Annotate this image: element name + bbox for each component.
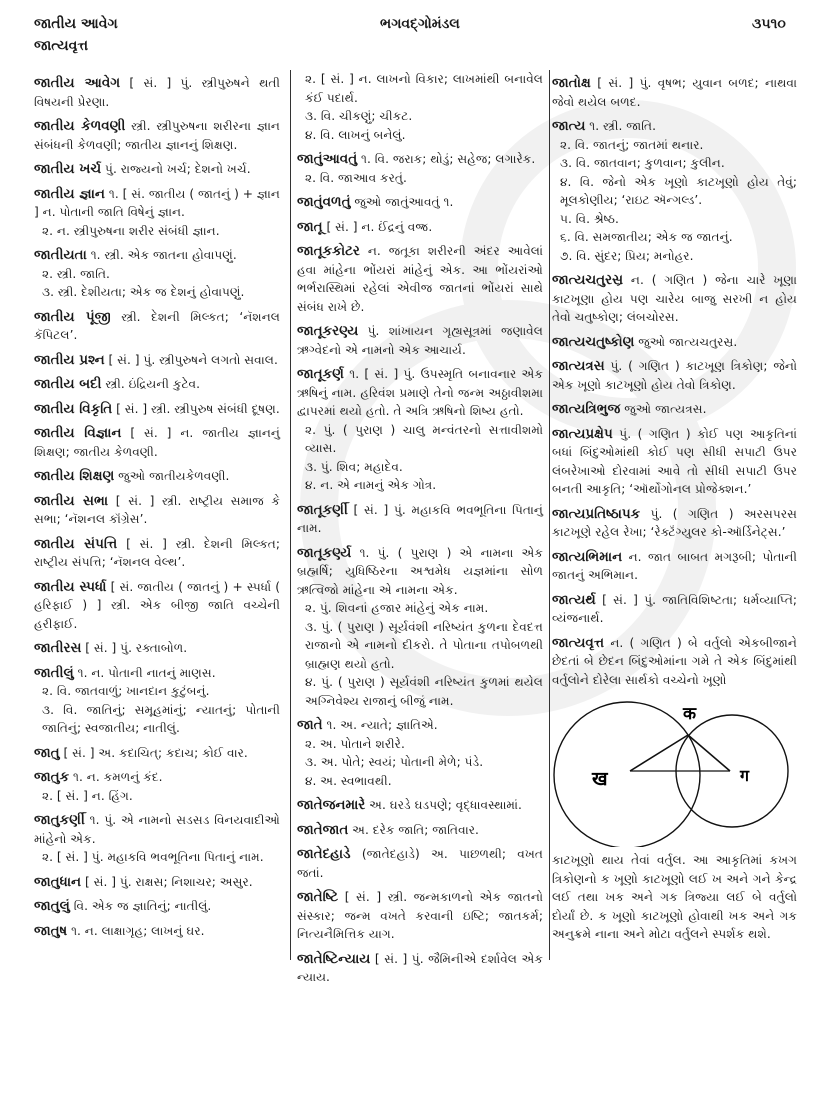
column-1 [34, 74, 280, 946]
definition-text: જુઓ જાતુંઆવતું ૧. [354, 195, 454, 209]
definition-text: જુઓ જાત્યચતુરસ્ર. [638, 334, 738, 349]
sense-line: ૫. વિ. શ્રેષ્ઠ. [560, 211, 619, 226]
dictionary-entry [297, 888, 543, 944]
column-2 [290, 70, 550, 984]
entry-definition-line [297, 821, 543, 840]
dictionary-entry [34, 74, 280, 111]
dictionary-entry [297, 716, 543, 790]
headword: જાતૂ [297, 218, 323, 235]
headword: જાતીય સ્પર્ધા [34, 578, 107, 595]
dictionary-entry [297, 796, 543, 815]
definition-text: પું. રાજ્યનો ખર્ચ; દેશનો ખર્ચ. [105, 162, 251, 176]
dictionary-entry [34, 744, 280, 763]
entries [552, 74, 797, 689]
headword: જાતીય વિજ્ઞાન [34, 425, 122, 441]
dictionary-entry [297, 193, 543, 212]
dictionary-entry [297, 950, 543, 987]
headword: જાતીય પૂંજી [34, 308, 111, 325]
dictionary-entry [34, 922, 280, 941]
entry-definition-line [34, 811, 280, 848]
entry-definition-line [297, 218, 543, 237]
definition-text: જુઓ જાત્યત્રસ. [624, 402, 707, 416]
definition-text: પું. ( ગણિત ) અરસપરસ કાટખૂણે રહેલ રેખા; ‘રેક્ટૅંગ્યુલર કો-ઑર્ડિનેટ્સ.’ [552, 506, 797, 539]
intersecting-circles-figure [552, 695, 797, 847]
entry-definition-line [552, 400, 797, 419]
dictionary-entry [552, 400, 797, 419]
dictionary-entry [34, 768, 280, 805]
sense-line: ૪. ન. એ નામનું એક ગોત્ર. [305, 478, 437, 492]
sense-line: ૨. વિ. જાતવાળું; ખાનદાન કુટુંબનું. [42, 684, 210, 698]
entry-definition-line [34, 160, 280, 179]
page-title: ભગવદ્ગોમંડલ [380, 16, 460, 32]
entry-definition-line [34, 185, 280, 222]
sense-line: ૪. વિ. જેનો એક ખૂણો કાટખૂણો હોય તેવું; મૂલકોણીય; ‘રાઇટ ઍન્ગલ્ડ’. [560, 174, 797, 207]
definition-text: ૧. ન. પોતાની નાતનું માણસ. [77, 665, 216, 680]
headword: જાતેષ્ટિ [297, 889, 339, 905]
dictionary-entry [552, 548, 797, 585]
headword: જાત્યપ્રતિષ્ઠાપક [552, 505, 641, 522]
definition-text: [ સં. ] ન. જાતીય જ્ઞાનનું શિક્ષણ; જાતીય કેળવણી. [34, 426, 280, 459]
definition-text: ૧. ન. કમળનું કંદ. [73, 770, 163, 784]
dictionary-entry [552, 425, 797, 499]
dictionary-entry [297, 218, 543, 237]
definition-text: [ સં. ] પું. વૃષભ; યુવાન બળદ; નાથવા જેવો થયેલ બળદ. [552, 76, 798, 109]
headword: જાત્યભિમાન [552, 548, 623, 565]
dictionary-entry [552, 271, 797, 327]
sense-line: ૨. ન. સ્ત્રીપુરુષના શરીર સંબંધી જ્ઞાન. [42, 223, 220, 238]
definition-text: વિ. એક જ જ્ઞાતિનું; નાતીલું. [73, 899, 212, 913]
definition-text: [ સં. ] સ્ત્રી. જન્મકાળનો એક જાતનો સંસ્કાર; જન્મ વખતે કરવાની ઇષ્ટિ; જાતકર્મ; નિત્યનૈમિત્તિક યાગ. [297, 890, 543, 941]
definition-text: સ્ત્રી. દેશની મિલ્કત; ‘નૅશનલ કૅપિટલ’. [34, 309, 280, 342]
headword: જાતીય આવેગ [34, 75, 121, 91]
definition-text: ન. ( ગણિત ) જેના ચારે ખૂણા કાટખૂણા હોય પણ ચારેય બાજુ સરખી ન હોય તેવો ચતુષ્કોણ; લંબચોરસ. [552, 273, 797, 324]
dictionary-entry [297, 544, 543, 711]
definition-text: ૧. [ સં. ] પું. ઉપસ્મૃતિ બનાવનાર એક ઋષિનું નામ. હરિવંશ પ્રમાણે તેનો જન્મ અઠ્ઠાવીશમા દ્વાપરમાં થયો હતો. તે અત્રિ ઋષિનો શિષ્ય હતો. [297, 367, 544, 418]
entry-definition-line [297, 322, 543, 359]
headword: જાતૂકકોટર [297, 243, 360, 259]
figure-caption: કાટખૂણો થાય તેવાં વર્તુલ. આ આકૃતિમાં કખગ ત્રિકોણનો ક ખૂણો કાટખૂણો લઈ ખ અને ગને કેન્દ્ર લઈ તથા ખક અને ગક ત્રિજ્યા લઈ બે વર્તુલો દોર્યાં છે. ક ખૂણો કાટખૂણો હોવાથી ખક અને ગક અનુક્રમે નાના અને મોટા વર્તુલને સ્પર્શક થશે. [552, 853, 797, 941]
entry-definition-line [34, 897, 280, 916]
dictionary-entry [34, 873, 280, 892]
entry-definition-line [297, 365, 543, 421]
label-ga: ग [740, 766, 750, 785]
sense-line: ૬. વિ. સમજાતીય; એક જ જાતનું. [560, 230, 733, 244]
definition-text: પું. ( ગણિત ) કાટખૂણ ત્રિકોણ; જેનો એક ખૂણો કાટખૂણો હોય તેવો ત્રિકોણ. [552, 359, 797, 392]
headword: જાતીય પ્રશ્ન [34, 351, 105, 368]
definition-text: ન. જાત બાબત મગરૂબી; પોતાની જાતનું અભિમાન. [552, 549, 798, 582]
sense-line: ૨. વિ. જાઆવ કરતું. [305, 170, 407, 185]
headword: જાતૂકરણ્ય [297, 323, 359, 339]
headword: જાતીરસ [34, 640, 82, 656]
sense-line: ૨. [ સં. ] ન. હિંગ. [42, 788, 133, 803]
entry-definition-line [297, 845, 543, 882]
headword: જાતુકર્ણી [34, 812, 85, 828]
entry-definition-line [34, 768, 280, 787]
dictionary-entry [34, 400, 280, 419]
sense-line: ૪. પું. ( પુરાણ ) સૂર્યવંશી નરિષ્યંત કુળમાં થયેલ અગ્નિવેશ્ય રાજાનું બીજું નામ. [305, 675, 543, 708]
definition-text: ૧. સ્ત્રી. એક જાતના હોવાપણું. [90, 248, 237, 262]
dictionary-entry [34, 811, 280, 867]
definition-text: [ સં. ] પું. જાતિવિશિષ્ટતા; ધર્મવ્યાપ્તિ; વ્યંજનાર્થ. [552, 592, 798, 625]
entry-definition-line [34, 375, 280, 394]
entry-definition-line [297, 242, 543, 316]
headword: જાતૂકર્ણી [297, 501, 348, 518]
guide-word-top: જાતીય આવેગ [34, 16, 118, 32]
dictionary-entry [34, 246, 280, 302]
headword: જાતીય જ્ઞાન [34, 185, 105, 202]
dictionary-entry [552, 505, 797, 542]
entry-definition-line [34, 492, 280, 529]
definition-text: [ સં. જાતીય ( જાતનું ) + સ્પર્ધા ( હરિફાઈ ) ] સ્ત્રી. એક બીજી જાતિ વચ્ચેની હરીફાઈ. [34, 579, 280, 631]
dictionary-entry [34, 492, 280, 529]
definition-text: ૧. સ્ત્રી. જાતિ. [589, 119, 656, 133]
dictionary-entry [297, 150, 543, 187]
entry-definition-line [297, 888, 543, 944]
headword: જાતુક [34, 769, 70, 785]
dictionary-entry [34, 578, 280, 634]
dictionary-entry [34, 664, 280, 738]
sense-line: ૩. પું. ( પુરાણ ) સૂર્યવંશી નરિષ્યંત કુળના દેવદત્ત રાજાનો એ નામનો દીકરો. તે પોતાના તપોબળથી બ્રાહ્મણ થયો હતો. [305, 619, 543, 671]
sense-line: ૩. વિ. જાતિનું; સમૂહમાંનું; ન્યાતનું; પોતાની જાતિનું; સ્વજાતીય; નાતીલું. [42, 702, 280, 735]
sense-line: ૨. અ. પોતાને શરીરે. [305, 736, 405, 751]
headword: જાતુંઆવતું [297, 151, 358, 167]
headword: જાતોક્ષ [552, 75, 591, 91]
entry-definition-line [552, 548, 797, 585]
entry-definition-line [552, 333, 797, 352]
sense-line: ૨. [ સં. ] ન. લાખનો વિકાર; લાખમાંથી બનાવેલ કંઈ પદાર્થ. [305, 72, 543, 105]
guide-word-bottom: જાત્યવૃત્ત [34, 38, 89, 54]
definition-text: ૧. ન. લાક્ષાગૃહ; લાખનું ઘર. [71, 923, 205, 938]
dictionary-entry [297, 322, 543, 359]
label-ka: क [683, 704, 697, 724]
dictionary-entry [552, 634, 797, 690]
entry-definition-line [34, 922, 280, 941]
dictionary-entry [297, 365, 543, 495]
definition-text: ૧. વિ. જરાક; થોડું; સહેજ; લગારેક. [361, 152, 536, 166]
headword: જાત્યત્રસ [552, 358, 605, 374]
dictionary-entry [552, 333, 797, 352]
sense-line: ૨. પું. શિવનાં હજાર માંહેનું એક નામ. [305, 601, 489, 615]
entry-definition-line [34, 578, 280, 634]
definition-text: ૧. પું. ( પુરાણ ) એ નામના એક બ્રહ્મર્ષિ; યુધિષ્ઠિરના અશ્વમેધ યજ્ઞમાંના સોળ ઋત્વિજો માંહેના એ નામના એક. [297, 545, 543, 597]
dictionary-entry [297, 821, 543, 840]
dictionary-entry [34, 897, 280, 916]
entry-definition-line [297, 950, 543, 987]
entry-definition-line [34, 308, 280, 345]
dictionary-entry [34, 535, 280, 572]
headword: જાતીય સંપત્તિ [34, 535, 118, 552]
definition-text: [ સં. ] પું. સ્ત્રીપુરુષને લગતો સવાલ. [108, 352, 278, 367]
entry-definition-line [297, 796, 543, 815]
entry-definition-line [552, 425, 797, 499]
dictionary-entry [552, 117, 797, 265]
headword: જાતેદહાડે [297, 846, 351, 862]
entry-definition-line [552, 591, 797, 628]
entry-definition-line [34, 664, 280, 683]
dictionary-entry [34, 375, 280, 394]
dictionary-entry [297, 242, 543, 316]
triangle-side-kg [688, 735, 730, 771]
headword: જાતીય બદી [34, 376, 102, 392]
headword: જાત્યચતુષ્કોણ [552, 333, 635, 350]
headword: જાતેજાત [297, 821, 349, 838]
headword: જાત્યપ્રક્ષેપ [552, 425, 613, 442]
dictionary-entry [34, 467, 280, 486]
entry-definition-line [34, 351, 280, 370]
dictionary-entry [552, 357, 797, 394]
definition-text: [ સં. ] પું. સ્ત્રીપુરુષને થતી વિષયની પ્રેરણા. [34, 76, 280, 109]
definition-text: જુઓ જાતીયકેળવણી. [118, 469, 230, 483]
headword: જાતુંવળતું [297, 194, 351, 210]
page-number: ૩૫૧૦ [752, 16, 786, 32]
sense-line: ૩. સ્ત્રી. દેશીયતા; એક જ દેશનું હોવાપણું. [42, 285, 245, 299]
headword: જાતીય વિકૃતિ [34, 400, 113, 417]
definition-text: [ સં. ] પું. રક્તાબોળ. [85, 641, 188, 655]
definition-text: પું. ( ગણિત ) કોઈ પણ આકૃતિનાં બધાં બિંદુઓમાંથી કોઈ પણ સીધી સપાટી ઉપર લંબરેખાઓ દોરવામાં આવે તો સીધી સપાટી ઉપર બનતી આકૃતિ; ‘ઑર્થોગોનલ પ્રોજેક્શન.’ [552, 426, 797, 496]
definition-text: પું. શાંખાયન ગૃહ્યસૂત્રમાં જણાવેલ ઋગ્વેદનો એ નામનો એક આચાર્ય. [297, 324, 543, 357]
entry-definition-line [34, 873, 280, 892]
headword: જાતીયતા [34, 247, 87, 263]
dictionary-entry [552, 591, 797, 628]
headword: જાત્યવૃત્ત [552, 634, 605, 651]
definition-text: ૧. અ. ન્યાતે; જ્ઞાતિએ. [326, 718, 438, 732]
entry-definition-line [34, 74, 280, 111]
entry-definition-line [34, 400, 280, 419]
dictionary-entry [297, 845, 543, 882]
entry-definition-line [552, 74, 797, 111]
entry-definition-line [34, 117, 280, 154]
sense-line: ૨. વિ. જાતનું; જાતમાં થનાર. [560, 137, 704, 152]
headword: જાતે [297, 717, 323, 733]
large-circle [554, 702, 700, 847]
headword: જાતુધાન [34, 873, 82, 890]
entry-definition-line [552, 357, 797, 394]
entry-definition-line [552, 117, 797, 136]
headword: જાતીલું [34, 664, 74, 681]
label-kha: ख [592, 768, 608, 790]
entry-definition-line [552, 634, 797, 690]
dictionary-entry [34, 117, 280, 154]
sense-line: ૪. વિ. લાખનું બનેલું. [305, 127, 406, 142]
headword: જાત્યર્થ [552, 591, 596, 608]
entry-definition-line [297, 716, 543, 735]
definition-text: [ સં. ] સ્ત્રી. દેશની મિલ્કત; રાષ્ટ્રીય સંપત્તિ; ‘નૅશનલ વેલ્થ’. [34, 536, 280, 569]
sense-line: ૩. પું. શિવ; મહાદેવ. [305, 459, 403, 474]
entry-definition-line [34, 246, 280, 265]
sense-line: ૭. વિ. સુંદર; પ્રિય; મનોહર. [560, 248, 694, 263]
definition-text: [ સં. ] અ. કદાચિત્; કદાચ; કોઈ વાર. [63, 745, 248, 760]
headword: જાતુલું [34, 898, 70, 914]
sense-line: ૨. સ્ત્રી. જાતિ. [42, 266, 110, 281]
headword: જાતીય કેળવણી [34, 118, 126, 134]
entry-continuation [297, 70, 543, 144]
entry-definition-line [34, 639, 280, 658]
definition-text: ૧. પું. એ નામનો સડસડ વિનયવાદીઓ માંહેનો એક. [34, 813, 281, 846]
dictionary-entry [34, 160, 280, 179]
definition-text: ન. જતૂકા શરીરની અંદર આવેલાં હવા માંહેના ભોંયરાં માંહેનું એક. આ ભોંયરાંઓ ભર્ભરાસ્થિમાં રહેલાં એવીજ જાતનાં ભોંયરાં સાથે સંબંધ રાખે છે. [297, 244, 543, 314]
dictionary-entry [34, 185, 280, 241]
definition-text: [ સં. ] ન. ઈંદ્રનું વજ્ર. [326, 219, 433, 234]
entry-definition-line [297, 193, 543, 212]
dictionary-entry [552, 74, 797, 111]
headword: જાત્યચતુરસ્ર [552, 272, 624, 288]
headword: જાત્ય [552, 118, 586, 134]
entry-definition-line [34, 467, 280, 486]
definition-text: [ સં. ] સ્ત્રી. સ્ત્રીપુરુષ સંબંધી દૂષણ. [116, 401, 280, 416]
headword: જાતેજનમારે [297, 797, 366, 813]
headword: જાતૂકર્ણ [297, 366, 344, 382]
sense-line: ૩. વિ. ચીકણું; ચીકટ. [305, 109, 413, 123]
sense-line: ૪. અ. સ્વભાવથી. [305, 773, 392, 788]
entry-definition-line [552, 271, 797, 327]
sense-line: ૩. વિ. જાતવાન; કુળવાન; કુલીન. [560, 156, 725, 170]
sense-line: ૨. [ સં. ] પું. મહાકવિ ભવભૂતિના પિતાનું નામ. [42, 850, 264, 864]
headword: જાતીય સભા [34, 492, 109, 509]
headword: જાતુ [34, 744, 60, 761]
definition-text: [ સં. ] પું. મહાકવિ ભવભૂતિના પિતાનું નામ. [297, 502, 543, 535]
definition-text: ૧. [ સં. જાતીય ( જાતનું ) + જ્ઞાન ] ન. પોતાની જાતિ વિષેનું જ્ઞાન. [34, 186, 280, 219]
definition-text: સ્ત્રી. ઇંદ્રિયની કુટેવ. [105, 377, 201, 391]
headword: જાતૂકર્ણ્ય [297, 544, 352, 561]
entry-definition-line [34, 744, 280, 763]
headword: જાત્યત્રિભુજ [552, 401, 621, 417]
dictionary-entry [34, 639, 280, 658]
dictionary-entry [34, 424, 280, 461]
entry-definition-line [297, 501, 543, 538]
entry-definition-line [297, 544, 543, 600]
column-3 [552, 74, 797, 944]
dictionary-entry [297, 501, 543, 538]
entry-definition-line [297, 150, 543, 169]
dictionary-entry [34, 351, 280, 370]
entry-definition-line [34, 424, 280, 461]
headword: જાતીય ખર્ચ [34, 161, 102, 177]
definition-text: અ. ઘરડે ઘડપણે; વૃદ્ધાવસ્થામાં. [369, 798, 522, 812]
headword: જાતેષ્ટિન્યાય [297, 950, 371, 967]
definition-text: અ. દરેક જાતિ; જાતિવાર. [352, 822, 479, 837]
entry-definition-line [552, 505, 797, 542]
definition-text: ન. ( ગણિત ) બે વર્તુલો એકબીજાને છેદતાં બે છેદન બિંદુઓમાંના ગમે તે એક બિંદુમાંથી વર્તુલોને દોરેલા સાર્થકો વચ્ચેનો ખૂણો [552, 635, 798, 687]
definition-text: સ્ત્રી. સ્ત્રીપુરુષના શરીરના જ્ઞાન સંબંધની કેળવણી; જાતીય જ્ઞાનનું શિક્ષણ. [34, 119, 281, 152]
sense-line: ૨. પું. ( પુરાણ ) ચાલુ મન્વંતરનો સત્તાવીશમો વ્યાસ. [305, 422, 543, 455]
sense-line: ૩. અ. પોતે; સ્વયં; પોતાની મેળે; પંડે. [305, 755, 484, 769]
headword: જાતુષ [34, 922, 68, 939]
definition-text: [ સં. ] પું. જૈમિનીએ દર્શાવેલ એક ન્યાય. [297, 951, 544, 984]
definition-text: (જાતેદહાડે) અ. પાછળથી; વખત જતાં. [297, 847, 543, 880]
definition-text: [ સં. ] પું. રાક્ષસ; નિશાચર; અસુર. [84, 874, 253, 889]
dictionary-entry [34, 308, 280, 345]
definition-text: [ સં. ] સ્ત્રી. રાષ્ટ્રીય સમાજ કે સભા; ‘નૅશનલ કૉંગ્રેસ’. [34, 493, 280, 526]
headword: જાતીય શિક્ષણ [34, 468, 115, 484]
entry-definition-line [34, 535, 280, 572]
